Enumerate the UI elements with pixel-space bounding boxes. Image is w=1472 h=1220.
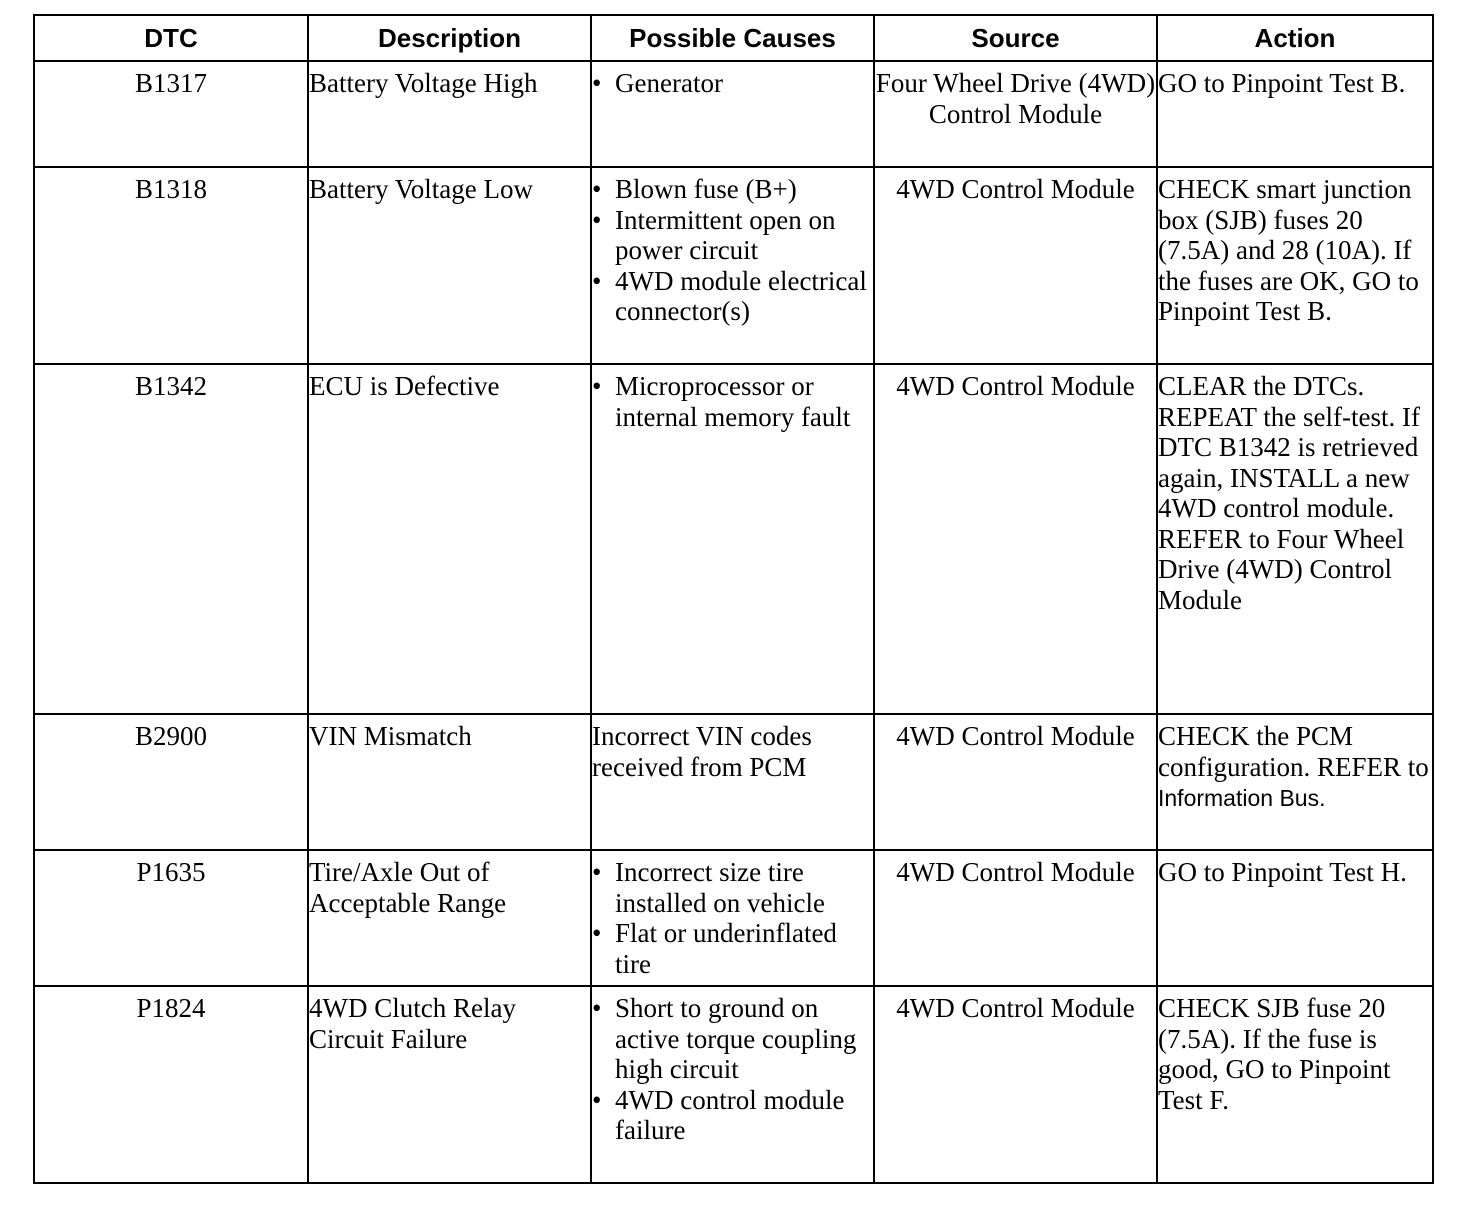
header-row [34, 15, 1433, 61]
cause-item: • Blown fuse (B+) [592, 174, 873, 205]
action-text: GO to Pinpoint Test B. [1158, 68, 1406, 98]
action-cell [1157, 714, 1433, 850]
possible-causes-cell [591, 167, 874, 364]
dtc-code-cell: P1824 [34, 986, 308, 1183]
action-text: CHECK the PCM configuration. REFER to [1158, 721, 1429, 782]
action-text: CHECK smart junction box (SJB) fuses 20 (7.5A) and 28 (10A). If the fuses are OK, GO to Pinpoint Test B. [1158, 174, 1419, 326]
possible-causes-cell [591, 61, 874, 167]
header-dtc: DTC [34, 15, 308, 61]
cause-item: • Short to ground on active torque coupling high circuit [592, 993, 873, 1085]
source-cell: 4WD Control Module [874, 364, 1157, 714]
dtc-code-cell: B1317 [34, 61, 308, 167]
header-possible-causes: Possible Causes [591, 15, 874, 61]
action-cell [1157, 986, 1433, 1183]
possible-causes-cell [591, 986, 874, 1183]
dtc-code-cell: P1635 [34, 850, 308, 986]
description-cell: VIN Mismatch [308, 714, 591, 850]
cause-item: • Microprocessor or internal memory fault [592, 371, 873, 432]
table-row [34, 714, 1433, 850]
header-source: Source [874, 15, 1157, 61]
cause-item: • Incorrect size tire installed on vehicle [592, 857, 873, 918]
table-row [34, 61, 1433, 167]
cause-item: • Flat or underinflated tire [592, 918, 873, 979]
causes-list [592, 174, 873, 327]
action-text: CHECK SJB fuse 20 (7.5A). If the fuse is good, GO to Pinpoint Test F. [1158, 993, 1391, 1115]
action-cell [1157, 364, 1433, 714]
header-description: Description [308, 15, 591, 61]
dtc-code-cell: B1342 [34, 364, 308, 714]
header-action: Action [1157, 15, 1433, 61]
causes-list [592, 371, 873, 432]
description-cell: Tire/Axle Out of Acceptable Range [308, 850, 591, 986]
dtc-table [33, 14, 1434, 1184]
cause-item: • 4WD module electrical connector(s) [592, 266, 873, 327]
causes-list [592, 993, 873, 1146]
possible-causes-cell [591, 714, 874, 850]
source-cell: 4WD Control Module [874, 986, 1157, 1183]
cause-item: • Intermittent open on power circuit [592, 205, 873, 266]
source-cell: 4WD Control Module [874, 167, 1157, 364]
action-cell [1157, 167, 1433, 364]
action-text: GO to Pinpoint Test H. [1158, 857, 1407, 887]
description-cell: Battery Voltage High [308, 61, 591, 167]
description-cell: 4WD Clutch Relay Circuit Failure [308, 986, 591, 1183]
table-row [34, 167, 1433, 364]
source-cell: Four Wheel Drive (4WD) Control Module [874, 61, 1157, 167]
description-cell: Battery Voltage Low [308, 167, 591, 364]
causes-list [592, 68, 873, 99]
dtc-code-cell: B1318 [34, 167, 308, 364]
action-cell [1157, 850, 1433, 986]
dtc-code-cell: B2900 [34, 714, 308, 850]
action-cell [1157, 61, 1433, 167]
possible-causes-cell [591, 850, 874, 986]
table-row [34, 364, 1433, 714]
source-cell: 4WD Control Module [874, 714, 1157, 850]
possible-causes-cell [591, 364, 874, 714]
description-cell: ECU is Defective [308, 364, 591, 714]
action-link-text: Information Bus. [1158, 785, 1326, 811]
source-cell: 4WD Control Module [874, 850, 1157, 986]
cause-item: • Generator [592, 68, 873, 99]
table-row [34, 850, 1433, 986]
cause-item: • 4WD control module failure [592, 1085, 873, 1146]
action-text: CLEAR the DTCs. REPEAT the self-test. If DTC B1342 is retrieved again, INSTALL a new 4WD control module. REFER to Four Wheel Drive (4WD) Control Module [1158, 371, 1420, 615]
table-row [34, 986, 1433, 1183]
causes-list [592, 857, 873, 979]
cause-text: Incorrect VIN codes received from PCM [592, 721, 812, 782]
